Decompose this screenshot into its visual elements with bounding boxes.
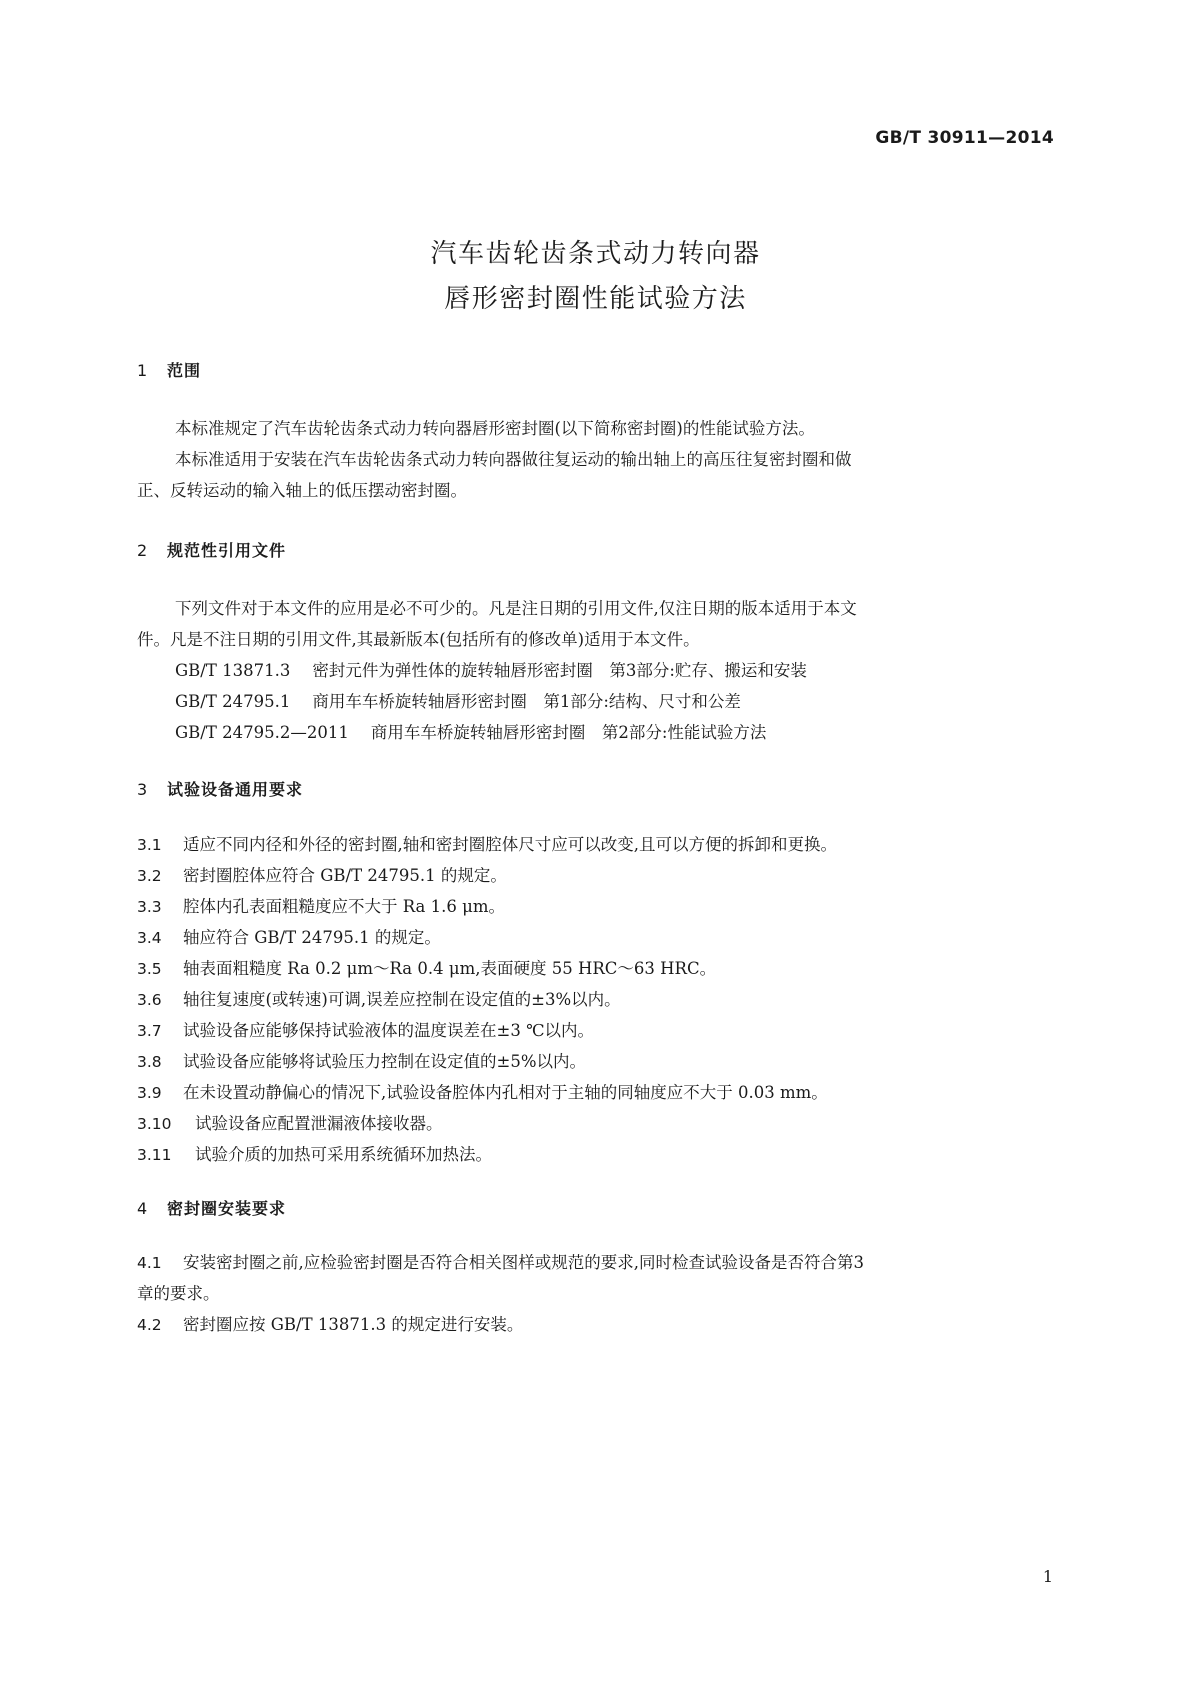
page-number: 1 — [1042, 1567, 1053, 1586]
section-2-heading — [137, 538, 286, 561]
section-2-paragraph-1: 下列文件对于本文件的应用是必不可少的。凡是注日期的引用文件,仅注日期的版本适用于本文 — [175, 599, 857, 618]
clause-number: 3.6 — [137, 991, 162, 1009]
clause — [137, 891, 505, 923]
section-title: 规范性引用文件 — [167, 541, 287, 560]
clause-number: 3.7 — [137, 1022, 162, 1040]
reference-title: 密封元件为弹性体的旋转轴唇形密封圈 第3部分:贮存、搬运和安装 — [312, 661, 807, 680]
clause — [137, 953, 716, 985]
clause — [137, 1247, 864, 1279]
section-1-paragraph-2: 本标准适用于安装在汽车齿轮齿条式动力转向器做往复运动的输出轴上的高压往复密封圈和做 — [175, 450, 852, 469]
clause-text: 在未设置动静偏心的情况下,试验设备腔体内孔相对于主轴的同轴度应不大于 0.03 mm。 — [183, 1083, 828, 1102]
normative-reference — [175, 655, 807, 686]
reference-code: GB/T 13871.3 — [175, 661, 291, 680]
section-title: 试验设备通用要求 — [167, 780, 304, 799]
clause — [137, 1108, 443, 1140]
section-number: 1 — [137, 361, 149, 380]
clause-text: 轴表面粗糙度 Ra 0.2 μm～Ra 0.4 μm,表面硬度 55 HRC～63 HRC。 — [183, 959, 717, 978]
section-3-heading — [137, 777, 303, 800]
clause — [137, 984, 621, 1016]
clause-text: 试验设备应配置泄漏液体接收器。 — [195, 1114, 443, 1133]
clause-number: 3.10 — [137, 1115, 172, 1133]
section-number: 3 — [137, 780, 149, 799]
reference-code: GB/T 24795.2—2011 — [175, 723, 349, 742]
section-2-paragraph-1-cont: 件。凡是不注日期的引用文件,其最新版本(包括所有的修改单)适用于本文件。 — [137, 630, 700, 649]
clause-number: 3.2 — [137, 867, 162, 885]
clause-text: 试验设备应能够将试验压力控制在设定值的±5%以内。 — [183, 1052, 587, 1071]
clause-text: 试验设备应能够保持试验液体的温度误差在±3 ℃以内。 — [183, 1021, 595, 1040]
clause — [137, 860, 507, 892]
clause — [137, 1309, 523, 1341]
clause-number: 3.11 — [137, 1146, 172, 1164]
section-1-paragraph-1: 本标准规定了汽车齿轮齿条式动力转向器唇形密封圈(以下简称密封圈)的性能试验方法。 — [175, 419, 815, 438]
clause-text: 轴应符合 GB/T 24795.1 的规定。 — [183, 928, 441, 947]
section-number: 4 — [137, 1199, 149, 1218]
clause-number: 3.8 — [137, 1053, 162, 1071]
clause-text: 轴往复速度(或转速)可调,误差应控制在设定值的±3%以内。 — [183, 990, 621, 1009]
reference-code: GB/T 24795.1 — [175, 692, 291, 711]
clause-text: 试验介质的加热可采用系统循环加热法。 — [195, 1145, 492, 1164]
clause — [137, 1046, 586, 1078]
clause-number: 4.2 — [137, 1316, 162, 1334]
section-number: 2 — [137, 541, 149, 560]
clause-number: 3.3 — [137, 898, 162, 916]
clause-number: 3.4 — [137, 929, 162, 947]
document-title-line2: 唇形密封圈性能试验方法 — [444, 284, 747, 314]
section-4-heading — [137, 1196, 286, 1219]
clause — [137, 829, 837, 861]
normative-reference — [175, 717, 766, 748]
clause-number: 3.5 — [137, 960, 162, 978]
clause-text: 密封圈腔体应符合 GB/T 24795.1 的规定。 — [183, 866, 507, 885]
clause — [137, 1077, 828, 1109]
section-title: 密封圈安装要求 — [167, 1199, 287, 1218]
clause-number: 3.9 — [137, 1084, 162, 1102]
clause — [137, 1139, 492, 1171]
clause-number: 3.1 — [137, 836, 162, 854]
standard-code: GB/T 30911—2014 — [875, 128, 1054, 148]
document-title-line1: 汽车齿轮齿条式动力转向器 — [430, 239, 761, 269]
clause — [137, 1015, 594, 1047]
clause-text: 安装密封圈之前,应检验密封圈是否符合相关图样或规范的要求,同时检查试验设备是否符合第3 — [183, 1253, 864, 1272]
clause — [137, 922, 441, 954]
section-1-heading — [137, 358, 201, 381]
clause-text: 密封圈应按 GB/T 13871.3 的规定进行安装。 — [183, 1315, 524, 1334]
clause-continuation: 章的要求。 — [137, 1284, 220, 1303]
normative-reference — [175, 686, 741, 717]
clause-text: 适应不同内径和外径的密封圈,轴和密封圈腔体尺寸应可以改变,且可以方便的拆卸和更换。 — [183, 835, 837, 854]
clause-text: 腔体内孔表面粗糙度应不大于 Ra 1.6 μm。 — [183, 897, 505, 916]
section-1-paragraph-2-cont: 正、反转运动的输入轴上的低压摆动密封圈。 — [137, 481, 467, 500]
reference-title: 商用车车桥旋转轴唇形密封圈 第2部分:性能试验方法 — [370, 723, 767, 742]
section-title: 范围 — [167, 361, 202, 380]
reference-title: 商用车车桥旋转轴唇形密封圈 第1部分:结构、尺寸和公差 — [312, 692, 741, 711]
clause-number: 4.1 — [137, 1254, 162, 1272]
